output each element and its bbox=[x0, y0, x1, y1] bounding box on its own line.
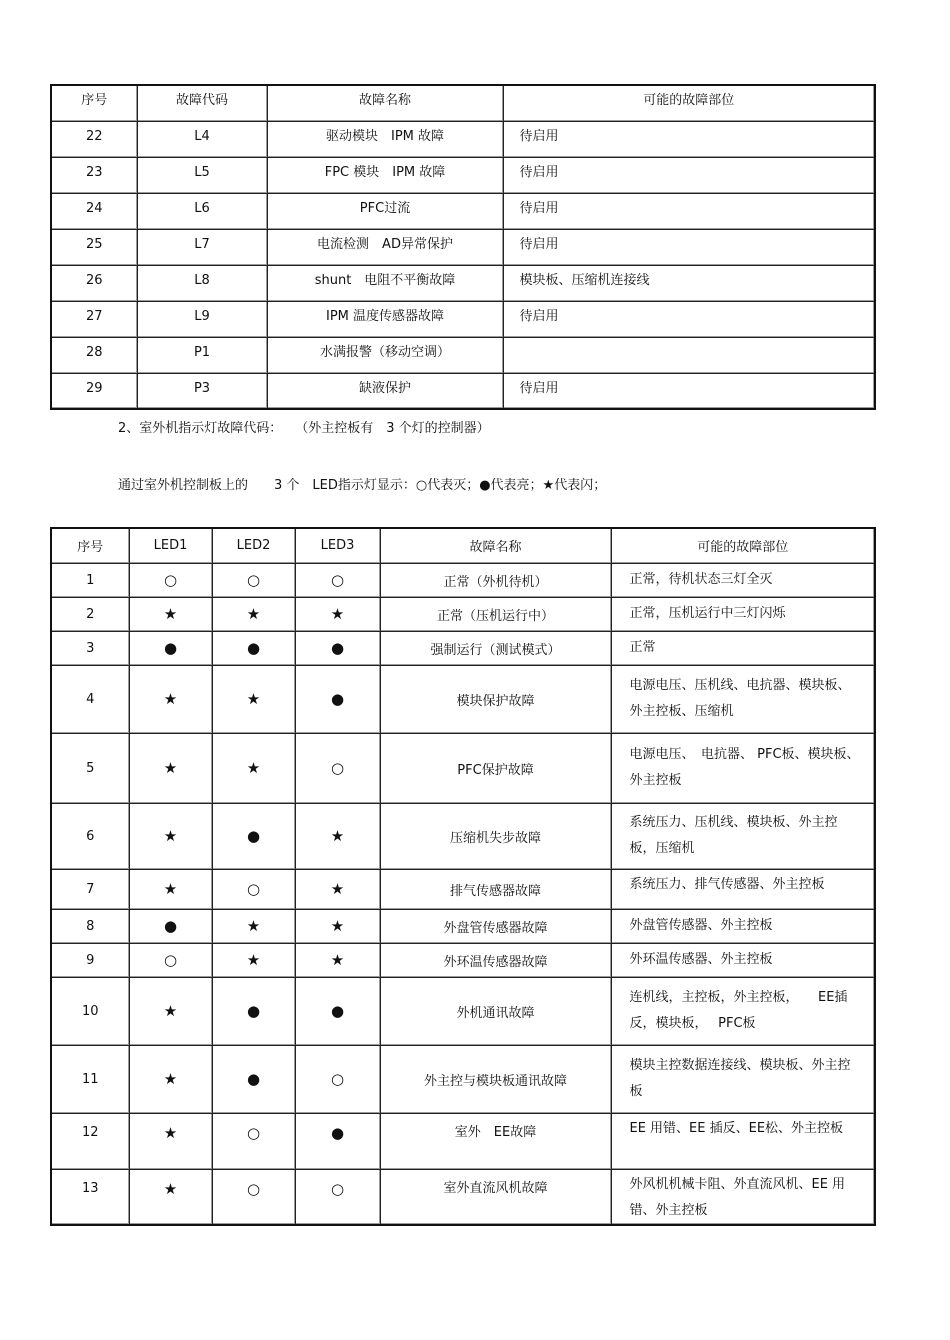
led1-status: ○ bbox=[129, 943, 212, 977]
table-row bbox=[51, 229, 875, 265]
cell-name: 正常（压机运行中） bbox=[380, 597, 611, 631]
table-row bbox=[51, 665, 875, 733]
led1-status: ★ bbox=[129, 803, 212, 869]
led3-status: ★ bbox=[295, 943, 380, 977]
table-row bbox=[51, 301, 875, 337]
table-row bbox=[51, 803, 875, 869]
led3-status: ○ bbox=[295, 1045, 380, 1113]
cell-code: L7 bbox=[137, 229, 267, 265]
cell-index: 3 bbox=[51, 631, 129, 665]
header-index: 序号 bbox=[51, 528, 129, 563]
led2-status: ★ bbox=[212, 943, 295, 977]
cell-location: 外盘管传感器、外主控板 bbox=[611, 909, 875, 943]
table-row bbox=[51, 977, 875, 1045]
led2-status: ● bbox=[212, 1045, 295, 1113]
cell-index: 4 bbox=[51, 665, 129, 733]
cell-index: 11 bbox=[51, 1045, 129, 1113]
table-row bbox=[51, 265, 875, 301]
cell-index: 2 bbox=[51, 597, 129, 631]
table-row bbox=[51, 869, 875, 909]
cell-name: shunt 电阻不平衡故障 bbox=[267, 265, 503, 301]
led3-status: ● bbox=[295, 1113, 380, 1169]
cell-index: 22 bbox=[51, 121, 137, 157]
cell-location: 系统压力、压机线、模块板、外主控板，压缩机 bbox=[611, 803, 875, 869]
cell-index: 12 bbox=[51, 1113, 129, 1169]
cell-location: 待启用 bbox=[503, 373, 875, 409]
cell-name: 外主控与模块板通讯故障 bbox=[380, 1045, 611, 1113]
header-led3: LED3 bbox=[295, 528, 380, 563]
cell-index: 25 bbox=[51, 229, 137, 265]
led2-status: ○ bbox=[212, 563, 295, 597]
table-row bbox=[51, 337, 875, 373]
cell-index: 24 bbox=[51, 193, 137, 229]
cell-index: 23 bbox=[51, 157, 137, 193]
cell-name: IPM 温度传感器故障 bbox=[267, 301, 503, 337]
cell-name: 排气传感器故障 bbox=[380, 869, 611, 909]
table-row bbox=[51, 121, 875, 157]
table-row bbox=[51, 733, 875, 803]
led3-status: ○ bbox=[295, 733, 380, 803]
led2-status: ● bbox=[212, 803, 295, 869]
table-row bbox=[51, 631, 875, 665]
table-row bbox=[51, 597, 875, 631]
cell-name: 模块保护故障 bbox=[380, 665, 611, 733]
cell-location: 模块板、压缩机连接线 bbox=[503, 265, 875, 301]
cell-name: 外盘管传感器故障 bbox=[380, 909, 611, 943]
table-row bbox=[51, 1169, 875, 1225]
fault-code-table bbox=[50, 84, 876, 410]
led1-status: ★ bbox=[129, 665, 212, 733]
cell-location: 电源电压、 电抗器、 PFC板、模块板、外主控板 bbox=[611, 733, 875, 803]
cell-location: 连机线，主控板，外主控板， EE插反，模块板， PFC板 bbox=[611, 977, 875, 1045]
cell-name: 驱动模块 IPM 故障 bbox=[267, 121, 503, 157]
led1-status: ● bbox=[129, 909, 212, 943]
cell-index: 5 bbox=[51, 733, 129, 803]
led1-status: ○ bbox=[129, 563, 212, 597]
cell-name: 室外直流风机故障 bbox=[380, 1169, 611, 1225]
table-row bbox=[51, 193, 875, 229]
cell-index: 13 bbox=[51, 1169, 129, 1225]
cell-name: 缺液保护 bbox=[267, 373, 503, 409]
table-row bbox=[51, 1113, 875, 1169]
table-row bbox=[51, 1045, 875, 1113]
led3-status: ● bbox=[295, 665, 380, 733]
table-header-row bbox=[51, 85, 875, 121]
table-row bbox=[51, 373, 875, 409]
header-fault-location: 可能的故障部位 bbox=[611, 528, 875, 563]
cell-code: L9 bbox=[137, 301, 267, 337]
cell-location: 待启用 bbox=[503, 157, 875, 193]
cell-code: L5 bbox=[137, 157, 267, 193]
cell-location: 待启用 bbox=[503, 301, 875, 337]
header-led1: LED1 bbox=[129, 528, 212, 563]
led2-status: ○ bbox=[212, 869, 295, 909]
cell-index: 10 bbox=[51, 977, 129, 1045]
led2-status: ● bbox=[212, 977, 295, 1045]
led2-status: ★ bbox=[212, 665, 295, 733]
led3-status: ★ bbox=[295, 803, 380, 869]
cell-name: 压缩机失步故障 bbox=[380, 803, 611, 869]
led3-status: ★ bbox=[295, 909, 380, 943]
led2-status: ★ bbox=[212, 733, 295, 803]
cell-index: 28 bbox=[51, 337, 137, 373]
led1-status: ★ bbox=[129, 977, 212, 1045]
table-row bbox=[51, 157, 875, 193]
cell-index: 7 bbox=[51, 869, 129, 909]
cell-location: 正常 bbox=[611, 631, 875, 665]
cell-index: 8 bbox=[51, 909, 129, 943]
cell-location bbox=[503, 337, 875, 373]
table-header-row bbox=[51, 528, 875, 563]
cell-location: 电源电压、压机线、电抗器、模块板、外主控板、压缩机 bbox=[611, 665, 875, 733]
header-fault-location: 可能的故障部位 bbox=[503, 85, 875, 121]
led-legend-text: 通过室外机控制板上的 3 个 LED指示灯显示：○代表灭；●代表亮；★代表闪； bbox=[118, 478, 607, 493]
cell-name: PFC保护故障 bbox=[380, 733, 611, 803]
led3-status: ★ bbox=[295, 869, 380, 909]
led1-status: ★ bbox=[129, 597, 212, 631]
cell-index: 29 bbox=[51, 373, 137, 409]
cell-location: 系统压力、排气传感器、外主控板 bbox=[611, 869, 875, 909]
header-fault-name: 故障名称 bbox=[267, 85, 503, 121]
cell-index: 9 bbox=[51, 943, 129, 977]
led1-status: ★ bbox=[129, 1113, 212, 1169]
cell-index: 27 bbox=[51, 301, 137, 337]
led3-status: ○ bbox=[295, 1169, 380, 1225]
cell-location: 待启用 bbox=[503, 193, 875, 229]
led1-status: ★ bbox=[129, 1169, 212, 1225]
cell-location: 模块主控数据连接线、模块板、外主控板 bbox=[611, 1045, 875, 1113]
cell-location: 待启用 bbox=[503, 229, 875, 265]
section-heading: 2、室外机指示灯故障代码： （外主控板有 3 个灯的控制器） bbox=[118, 421, 490, 436]
cell-name: 强制运行（测试模式） bbox=[380, 631, 611, 665]
cell-index: 26 bbox=[51, 265, 137, 301]
led1-status: ★ bbox=[129, 869, 212, 909]
cell-name: 外环温传感器故障 bbox=[380, 943, 611, 977]
cell-name: 正常（外机待机） bbox=[380, 563, 611, 597]
cell-name: FPC 模块 IPM 故障 bbox=[267, 157, 503, 193]
led2-status: ○ bbox=[212, 1169, 295, 1225]
header-led2: LED2 bbox=[212, 528, 295, 563]
cell-code: L6 bbox=[137, 193, 267, 229]
led2-status: ○ bbox=[212, 1113, 295, 1169]
cell-index: 1 bbox=[51, 563, 129, 597]
header-index: 序号 bbox=[51, 85, 137, 121]
cell-location: EE 用错、EE 插反、EE松、外主控板 bbox=[611, 1113, 875, 1169]
cell-name: 外机通讯故障 bbox=[380, 977, 611, 1045]
cell-location: 外风机机械卡阻、外直流风机、EE 用错、外主控板 bbox=[611, 1169, 875, 1225]
header-fault-code: 故障代码 bbox=[137, 85, 267, 121]
cell-location: 正常，压机运行中三灯闪烁 bbox=[611, 597, 875, 631]
cell-location: 待启用 bbox=[503, 121, 875, 157]
cell-location: 外环温传感器、外主控板 bbox=[611, 943, 875, 977]
cell-name: PFC过流 bbox=[267, 193, 503, 229]
led3-status: ● bbox=[295, 977, 380, 1045]
header-fault-name: 故障名称 bbox=[380, 528, 611, 563]
led2-status: ● bbox=[212, 631, 295, 665]
led2-status: ★ bbox=[212, 909, 295, 943]
led1-status: ● bbox=[129, 631, 212, 665]
table-row bbox=[51, 563, 875, 597]
led1-status: ★ bbox=[129, 733, 212, 803]
led3-status: ★ bbox=[295, 597, 380, 631]
cell-code: P1 bbox=[137, 337, 267, 373]
cell-name: 电流检测 AD异常保护 bbox=[267, 229, 503, 265]
cell-name: 水满报警（移动空调） bbox=[267, 337, 503, 373]
cell-code: P3 bbox=[137, 373, 267, 409]
cell-location: 正常，待机状态三灯全灭 bbox=[611, 563, 875, 597]
led2-status: ★ bbox=[212, 597, 295, 631]
led3-status: ○ bbox=[295, 563, 380, 597]
cell-name: 室外 EE故障 bbox=[380, 1113, 611, 1169]
led1-status: ★ bbox=[129, 1045, 212, 1113]
cell-code: L4 bbox=[137, 121, 267, 157]
led-fault-table bbox=[50, 527, 876, 1226]
table-row bbox=[51, 943, 875, 977]
table-row bbox=[51, 909, 875, 943]
cell-index: 6 bbox=[51, 803, 129, 869]
led3-status: ● bbox=[295, 631, 380, 665]
cell-code: L8 bbox=[137, 265, 267, 301]
